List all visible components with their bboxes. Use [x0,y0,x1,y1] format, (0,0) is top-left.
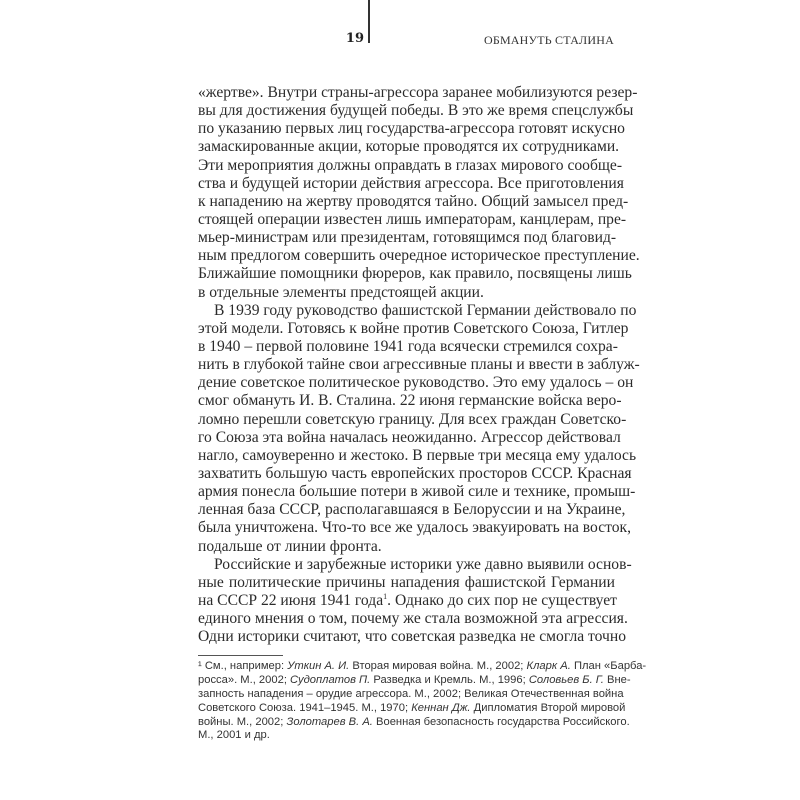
text-line: на СССР 22 июня 1941 года$^1$. Однако до сих пор не существует [198,591,617,609]
body-text [198,84,640,646]
text-line: вы для достижения будущей победы. В это же время спецслужбы [198,102,634,120]
text-line: замаскированные акции, которые проводятся их сотрудниками. [198,138,620,156]
text-line: к нападению на жертву проводятся тайно. Общий замысел пред- [198,192,629,210]
footnote-text: Советского Союза. 1941–1945. М., 1970; [198,701,412,714]
text-line: единого мнения о том, почему же стала возможной эта агрессия. [198,610,628,628]
footnote-line [198,729,615,743]
text-line: в отдельные элементы предстоящей акции. [198,283,484,301]
text-line: захватить большую часть европейских просторов СССР. Красная [198,464,632,482]
page-number: 19 [345,31,364,46]
text-line: Российские и зарубежные историки уже давно выявили основ- [214,555,632,573]
text-line: нить в глубокой тайне свои агрессивные планы и ввести в заблуж- [198,356,640,374]
footnote-author: Кларк А. [526,660,571,672]
text-line: Ближайшие помощники фюреров, как правило, посвящены лишь [198,265,632,283]
footnote-text: Разведка и Кремль. М., 1996; [370,673,529,686]
paragraph [198,555,632,647]
footnote-text: Вне- [603,673,631,686]
text-line: ные политические причины нападения фашистской Германии [198,573,615,591]
footnote-text: Дипломатия Второй мировой [470,701,626,714]
footnote-text: ¹ См., например: [198,660,288,672]
text-line: го Союза эта война началась неожиданно. Агрессор действовал [198,428,621,446]
footnote-author: Судоплатов П. [290,673,371,686]
footnote-text: Вторая мировая война. М., 2002; [349,660,527,672]
text-line: была уничтожена. Что-то все же удалось эвакуировать на восток, [198,519,632,537]
paragraph [198,301,640,556]
footnote-line [198,687,624,702]
text-line: мьер-министрам или президентам, готовящимся под благовид- [198,229,617,247]
footnote-text: Военная безопасность государства Российского. [372,715,630,728]
text-line: Эти мероприятия должны оправдать в глазах мирового сообще- [198,156,623,174]
text-line: подальше от линии фронта. [198,537,382,555]
footnote-author: Золотарев В. А. [286,715,373,728]
text-line: смог обмануть И. В. Сталина. 22 июня германские войска веро- [198,392,622,410]
footnote-divider [198,655,283,656]
footnote-author: Уткин А. И. [287,660,350,672]
text-line: «жертве». Внутри страны-агрессора заранее мобилизуются резер- [198,84,638,101]
text-line: этой модели. Готовясь к войне против Советского Союза, Гитлер [198,319,629,337]
footnote-text: росса». М., 2002; [198,673,291,686]
text-line: нагло, самоуверенно и жестоко. В первые три месяца ему удалось [198,446,637,464]
footnote-line [198,673,631,688]
footnote-line [198,701,626,716]
footnote-text: войны. М., 2002; [198,715,287,728]
footnote-text: План «Барба- [570,660,647,672]
text-line: Одни историки считают, что советская разведка не смогла точно [198,628,627,646]
footnote-text: М., 2001 и др. [198,729,270,742]
text-line: стоящей операции известен лишь императорам, канцлерам, пре- [198,210,627,228]
text-line: ломно перешли советскую границу. Для всех граждан Советско- [198,410,627,428]
text-line: дение советское политическое руководство. Это ему удалось – он [198,374,634,392]
text-line: в 1940 – первой половине 1941 года всячески стремился сохра- [198,337,618,355]
footnote-marker: 1 [383,591,388,601]
text-line: по указанию первых лиц государства-агрессора готовят искусно [198,120,625,138]
text-line: В 1939 году руководство фашистской Германии действовало по [214,301,637,319]
footnote-author: Кеннан Дж. [411,701,471,714]
text-line: ленная база СССР, располагавшаяся в Белоруссии и на Украине, [198,501,626,519]
footnote-line [198,715,630,730]
footnote-text: запность нападения – орудие агрессора. М., 2002; Великая Отечественная война [198,687,624,700]
text-line: армия понесла большие потери в живой силе и технике, промыш- [198,483,636,501]
header-divider [368,0,370,43]
text-line: ства и будущей истории действия агрессора. Все приготовления [198,174,624,192]
running-title: ОБМАНУТЬ СТАЛИНА [483,33,614,47]
paragraph [198,84,640,302]
footnote [198,660,647,743]
footnote-author: Соловьев Б. Г. [528,673,604,686]
text-line: ным предлогом совершить очередное историческое преступление. [198,247,640,265]
footnote-line [198,660,647,674]
